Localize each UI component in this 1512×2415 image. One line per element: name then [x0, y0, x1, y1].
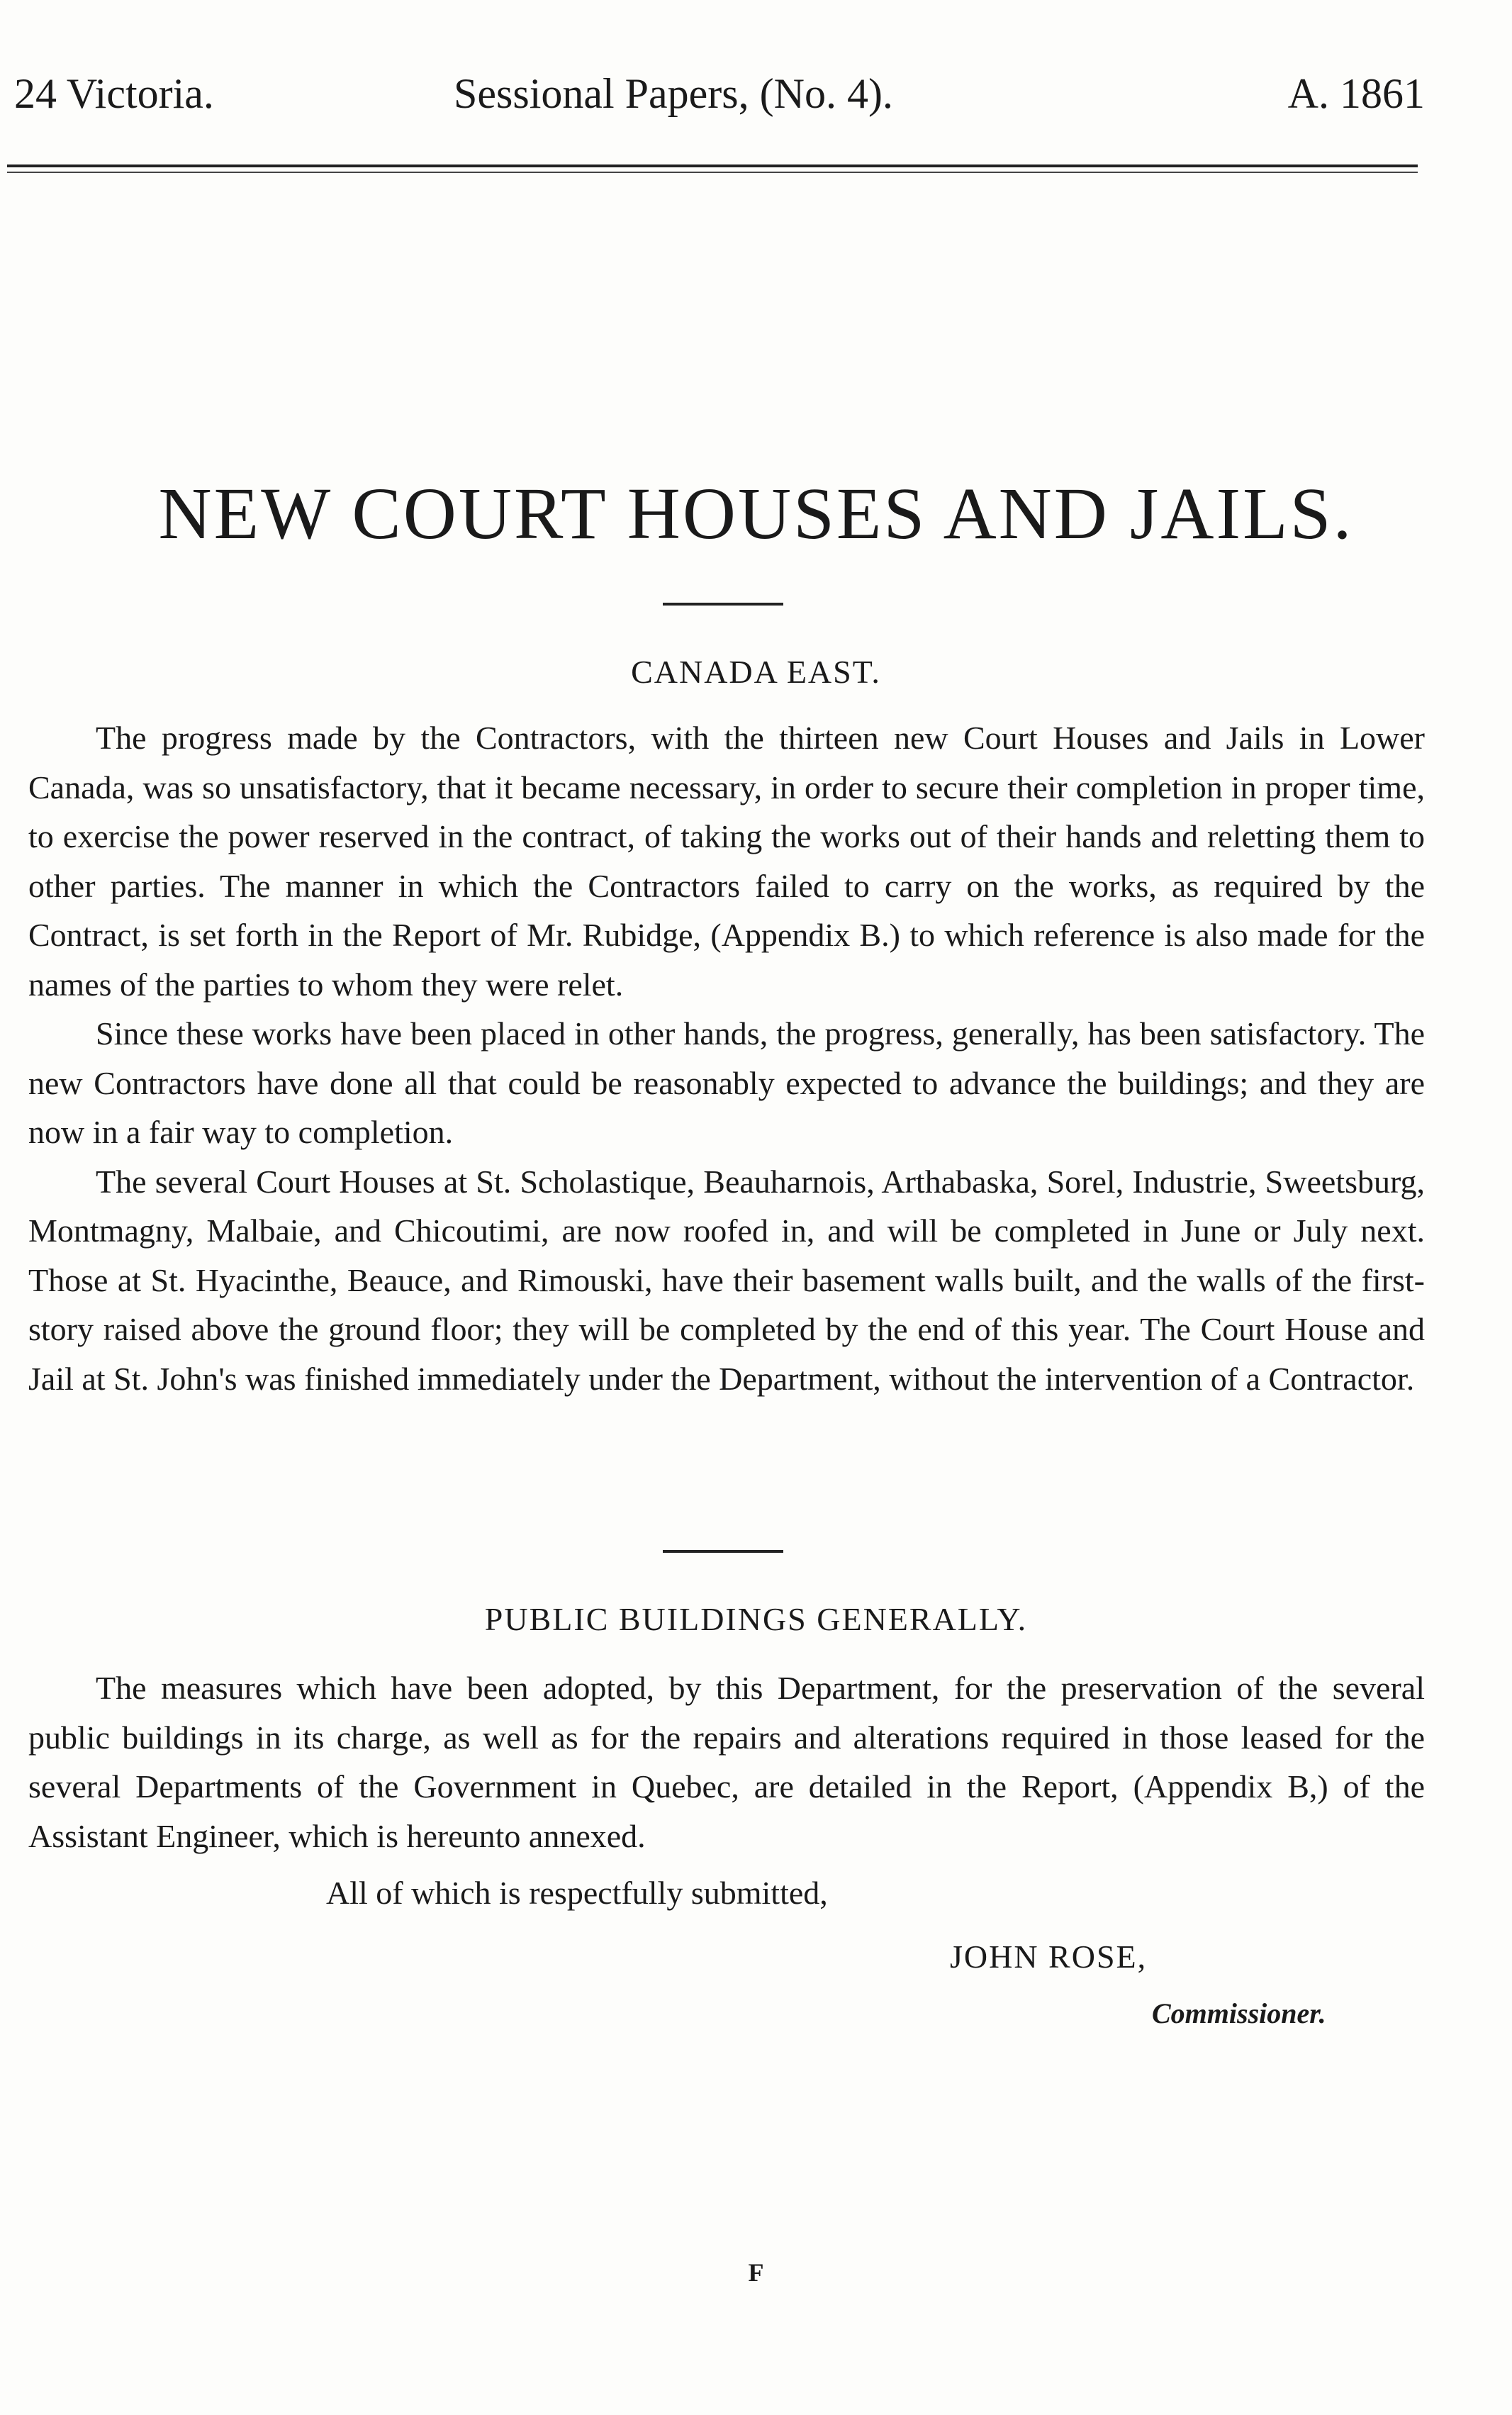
header-rule-secondary [7, 172, 1418, 173]
section-body-public-buildings [28, 1663, 1425, 1861]
section-heading-public-buildings: PUBLIC BUILDINGS GENERALLY. [484, 1601, 1028, 1637]
printer-signature-mark: F [748, 2258, 764, 2287]
paragraph: The measures which have been adopted, by this Department, for the preservation of the several public buildings in its charge, as well as for the repairs and alterations required in those leased for the several Departments of the Government in Quebec, are detailed in the Report, (Appendix B,) of the Assistant Engineer, which is hereunto annexed. [28, 1670, 1425, 1854]
section-heading-canada-east: CANADA EAST. [631, 654, 881, 690]
title-divider [663, 603, 783, 606]
signature-title: Commissioner. [1152, 1997, 1326, 2029]
running-head-volume: 24 Victoria. [14, 70, 214, 117]
section-divider [663, 1550, 783, 1553]
running-head [14, 65, 1425, 122]
closing-line: All of which is respectfully submitted, [326, 1875, 828, 1911]
paragraph: The progress made by the Contractors, with the thirteen new Court Houses and Jails in Lower Canada, was so unsatisfactory, that it became necessary, in order to secure their completion in proper time, to exercise the power reserved in the contract, of taking the works out of their hands and reletting them to other parties. The manner in which the Contractors failed to carry on the works, as required by the Contract, is set forth in the Report of Mr. Rubidge, (Appendix B.) to which reference is also made for the names of the parties to whom they were relet. [28, 720, 1425, 1003]
running-head-year: A. 1861 [1287, 70, 1425, 117]
running-head-series: Sessional Papers, (No. 4). [454, 70, 893, 117]
header-rule [7, 164, 1418, 167]
signature-name: JOHN ROSE, [950, 1939, 1148, 1975]
section-body-canada-east [28, 713, 1425, 1403]
paragraph: The several Court Houses at St. Scholastique, Beauharnois, Arthabaska, Sorel, Industrie, Sweetsburg, Montmagny, Malbaie, and Chicoutimi, are now roofed in, and will be completed in June or July next. Those at St. Hyacinthe, Beauce, and Rimouski, have their basement walls built, and the walls of the first-story raised above the ground floor; they will be completed by the end of this year. The Court House and Jail at St. John's was finished immediately under the Department, without the intervention of a Contractor. [28, 1163, 1425, 1397]
paragraph: Since these works have been placed in other hands, the progress, generally, has been satisfactory. The new Contractors have done all that could be reasonably expected to advance the buildings; and they are now in a fair way to completion. [28, 1015, 1425, 1150]
page-title: NEW COURT HOUSES AND JAILS. [158, 473, 1354, 554]
